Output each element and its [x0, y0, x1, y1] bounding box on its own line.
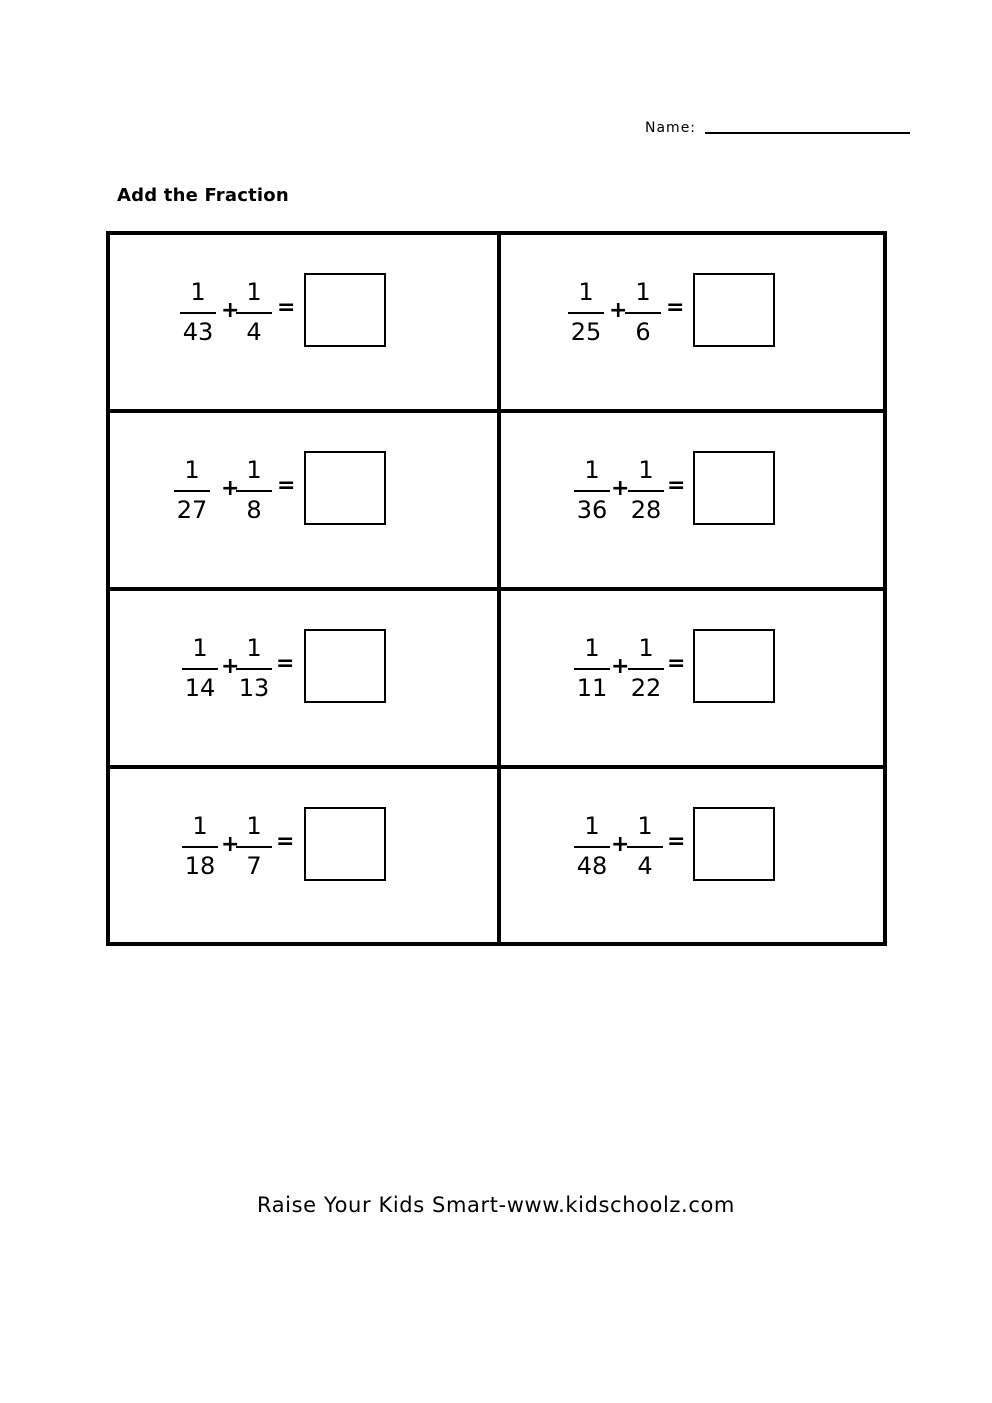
denominator: 25: [570, 318, 602, 346]
worksheet-title: Add the Fraction: [117, 185, 289, 206]
denominator: 4: [246, 318, 262, 346]
answer-box[interactable]: [693, 273, 775, 347]
plus-sign: +: [611, 832, 630, 857]
fraction-a: [182, 635, 218, 701]
name-label: Name:: [645, 120, 697, 136]
equals-sign: =: [667, 651, 686, 676]
equals-sign: =: [277, 295, 296, 320]
denominator: 8: [246, 496, 262, 524]
numerator: 1: [246, 456, 262, 484]
problem-cell-1: [110, 235, 493, 409]
answer-box[interactable]: [304, 273, 386, 347]
answer-box[interactable]: [304, 451, 386, 525]
numerator: 1: [584, 634, 600, 662]
problem-cell-8: [501, 769, 884, 943]
numerator: 1: [637, 812, 653, 840]
fraction-bar: [236, 668, 272, 670]
problem-cell-2: [501, 235, 884, 409]
answer-box[interactable]: [304, 629, 386, 703]
fraction-b: [628, 457, 664, 523]
numerator: 1: [246, 278, 262, 306]
denominator: 4: [637, 852, 653, 880]
fraction-bar: [628, 668, 664, 670]
plus-sign: +: [609, 298, 628, 323]
fraction-b: [625, 279, 661, 345]
numerator: 1: [584, 812, 600, 840]
plus-sign: +: [221, 832, 240, 857]
numerator: 1: [190, 278, 206, 306]
numerator: 1: [184, 456, 200, 484]
fraction-a: [182, 813, 218, 879]
equals-sign: =: [276, 829, 295, 854]
fraction-bar: [236, 312, 272, 314]
denominator: 18: [184, 852, 216, 880]
denominator: 14: [184, 674, 216, 702]
fraction-bar: [236, 490, 272, 492]
plus-sign: +: [221, 654, 240, 679]
problem-cell-6: [501, 591, 884, 765]
equals-sign: =: [276, 651, 295, 676]
fraction-b: [236, 635, 272, 701]
fraction-a: [574, 813, 610, 879]
problem-cell-7: [110, 769, 493, 943]
denominator: 48: [576, 852, 608, 880]
fraction-bar: [574, 490, 610, 492]
fraction-bar: [574, 846, 610, 848]
fraction-bar: [568, 312, 604, 314]
problem-cell-4: [501, 413, 884, 587]
problem-cell-5: [110, 591, 493, 765]
plus-sign: +: [221, 476, 240, 501]
fraction-a: [180, 279, 216, 345]
numerator: 1: [638, 456, 654, 484]
fraction-b: [236, 279, 272, 345]
denominator: 36: [576, 496, 608, 524]
numerator: 1: [246, 812, 262, 840]
denominator: 27: [176, 496, 208, 524]
plus-sign: +: [221, 298, 240, 323]
equals-sign: =: [666, 295, 685, 320]
fraction-bar: [625, 312, 661, 314]
name-field-line[interactable]: [705, 132, 910, 134]
fraction-b: [236, 457, 272, 523]
footer-text: Raise Your Kids Smart-www.kidschoolz.com: [256, 1193, 735, 1217]
denominator: 11: [576, 674, 608, 702]
fraction-a: [174, 457, 210, 523]
fraction-a: [568, 279, 604, 345]
equals-sign: =: [667, 829, 686, 854]
fraction-bar: [574, 668, 610, 670]
plus-sign: +: [611, 476, 630, 501]
fraction-bar: [627, 846, 663, 848]
plus-sign: +: [611, 654, 630, 679]
fraction-bar: [182, 846, 218, 848]
numerator: 1: [192, 634, 208, 662]
problem-grid: [106, 231, 887, 946]
fraction-bar: [174, 490, 210, 492]
denominator: 22: [630, 674, 662, 702]
fraction-a: [574, 457, 610, 523]
denominator: 43: [182, 318, 214, 346]
denominator: 28: [630, 496, 662, 524]
numerator: 1: [246, 634, 262, 662]
answer-box[interactable]: [693, 629, 775, 703]
fraction-bar: [182, 668, 218, 670]
fraction-bar: [180, 312, 216, 314]
name-row: [645, 118, 911, 138]
fraction-bar: [628, 490, 664, 492]
fraction-b: [628, 635, 664, 701]
answer-box[interactable]: [304, 807, 386, 881]
denominator: 7: [246, 852, 262, 880]
numerator: 1: [635, 278, 651, 306]
numerator: 1: [584, 456, 600, 484]
fraction-a: [574, 635, 610, 701]
fraction-b: [627, 813, 663, 879]
equals-sign: =: [667, 473, 686, 498]
numerator: 1: [578, 278, 594, 306]
problem-cell-3: [110, 413, 493, 587]
numerator: 1: [192, 812, 208, 840]
equals-sign: =: [277, 473, 296, 498]
denominator: 6: [635, 318, 651, 346]
fraction-bar: [236, 846, 272, 848]
answer-box[interactable]: [693, 807, 775, 881]
numerator: 1: [638, 634, 654, 662]
answer-box[interactable]: [693, 451, 775, 525]
denominator: 13: [238, 674, 270, 702]
fraction-b: [236, 813, 272, 879]
